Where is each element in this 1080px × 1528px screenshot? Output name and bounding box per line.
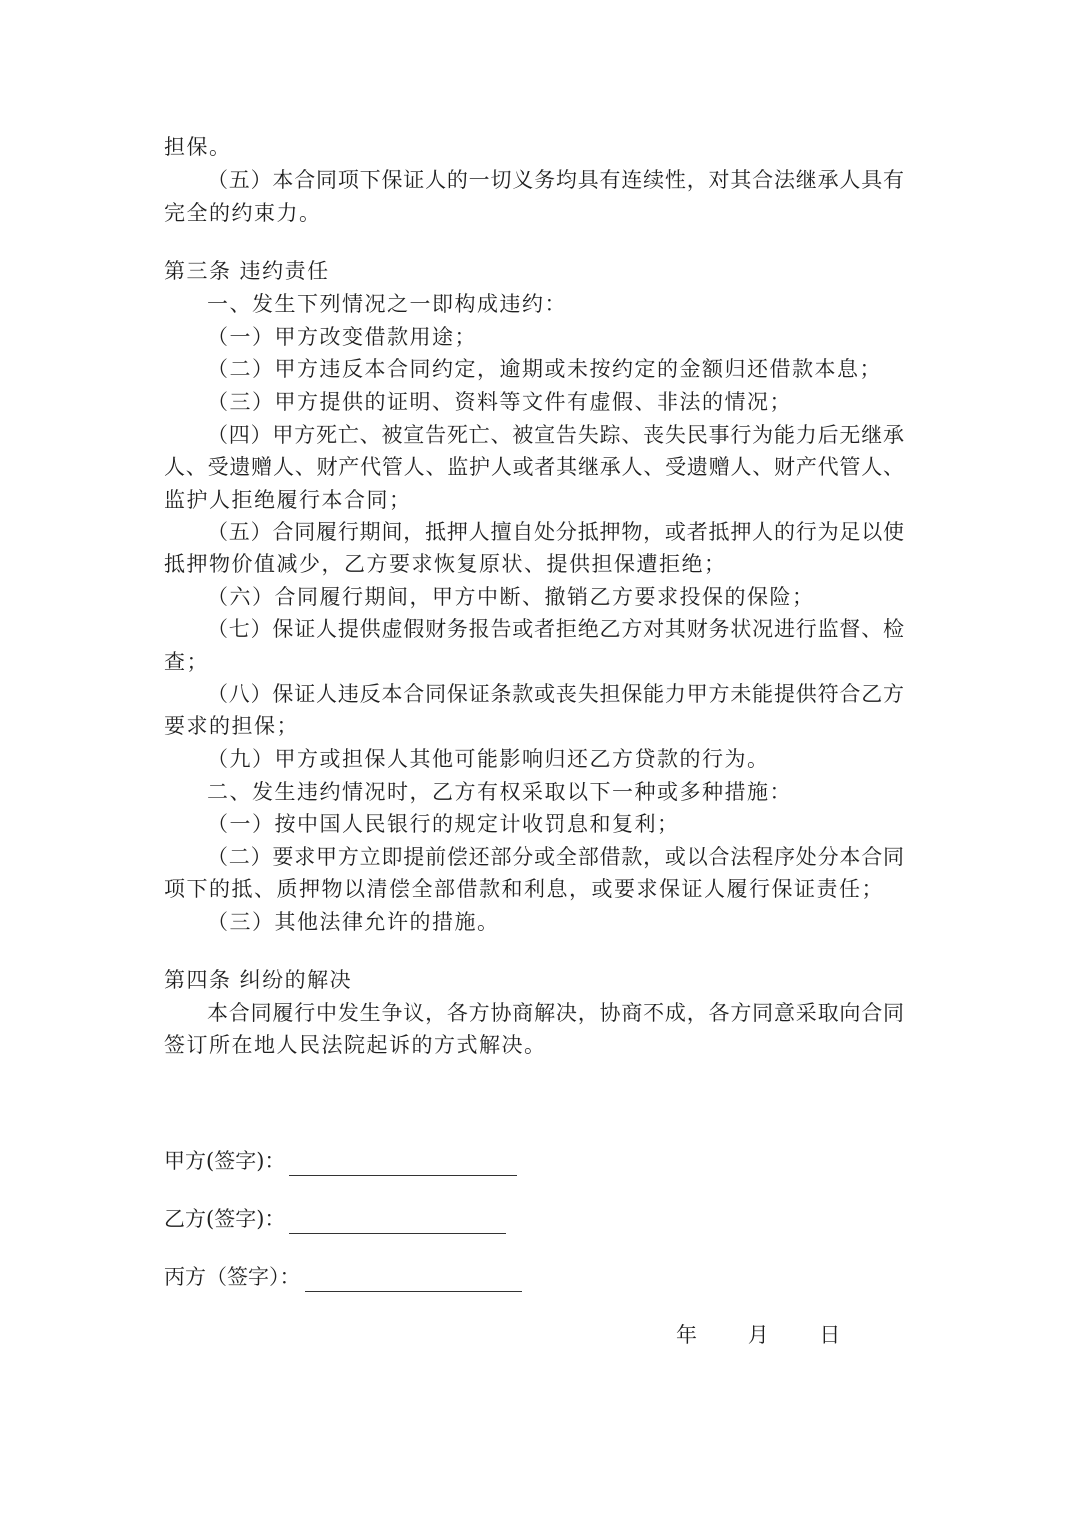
text-line: （九）甲方或担保人其他可能影响归还乙方贷款的行为。: [207, 747, 770, 771]
signature-party-a: [164, 1146, 517, 1176]
text-line: （七）保证人提供虚假财务报告或者拒绝乙方对其财务状况进行监督、检: [207, 617, 904, 641]
date-day: 日: [819, 1323, 841, 1347]
signature-label: 乙方(签字)：: [164, 1207, 286, 1231]
text-line: 一、发生下列情况之一即构成违约：: [207, 292, 567, 316]
text-line: 监护人拒绝履行本合同；: [164, 488, 412, 512]
signature-line: [289, 1149, 517, 1176]
text-line: 要求的担保；: [164, 714, 299, 738]
text-line: 二、发生违约情况时，乙方有权采取以下一种或多种措施：: [207, 780, 792, 804]
date-year: 年: [676, 1323, 697, 1347]
text-line: （三）其他法律允许的措施。: [207, 910, 500, 934]
text-line: （四）甲方死亡、被宣告死亡、被宣告失踪、丧失民事行为能力后无继承: [207, 423, 904, 447]
section-heading: 第四条 纠纷的解决: [164, 968, 353, 992]
text-line: （二）甲方违反本合同约定，逾期或未按约定的金额归还借款本息；: [207, 357, 882, 381]
section-heading: 第三条 违约责任: [164, 259, 330, 283]
text-line: （三）甲方提供的证明、资料等文件有虚假、非法的情况；: [207, 390, 792, 414]
text-line: 项下的抵、质押物以清偿全部借款和利息，或要求保证人履行保证责任；: [164, 877, 884, 901]
text-line: 查；: [164, 650, 209, 674]
text-line: 签订所在地人民法院起诉的方式解决。: [164, 1033, 547, 1057]
text-line: （五）本合同项下保证人的一切义务均具有连续性，对其合法继承人具有: [207, 168, 904, 192]
text-line: （一）甲方改变借款用途；: [207, 325, 477, 349]
text-line: 完全的约束力。: [164, 201, 322, 225]
text-line: 本合同履行中发生争议，各方协商解决，协商不成，各方同意采取向合同: [207, 1001, 904, 1025]
signature-party-b: [164, 1204, 506, 1234]
text-line: （二）要求甲方立即提前偿还部分或全部借款，或以合法程序处分本合同: [207, 845, 904, 869]
text-line: 人、受遗赠人、财产代管人、监护人或者其继承人、受遗赠人、财产代管人、: [164, 455, 904, 479]
signature-line: [289, 1207, 506, 1234]
text-line: （五）合同履行期间，抵押人擅自处分抵押物，或者抵押人的行为足以使: [207, 520, 904, 544]
text-line: （六）合同履行期间，甲方中断、撤销乙方要求投保的保险；: [207, 585, 815, 609]
text-line: 担保。: [164, 135, 232, 159]
date-month: 月: [747, 1323, 769, 1347]
signature-label: 甲方(签字)：: [164, 1149, 286, 1173]
signing-date: [676, 1320, 840, 1350]
signature-line: [305, 1265, 522, 1292]
signature-label: 丙方（签字）：: [164, 1265, 301, 1289]
signature-party-c: [164, 1262, 522, 1292]
text-line: （八）保证人违反本合同保证条款或丧失担保能力甲方未能提供符合乙方: [207, 682, 904, 706]
text-line: 抵押物价值减少，乙方要求恢复原状、提供担保遭拒绝；: [164, 552, 727, 576]
text-line: （一）按中国人民银行的规定计收罚息和复利；: [207, 812, 680, 836]
